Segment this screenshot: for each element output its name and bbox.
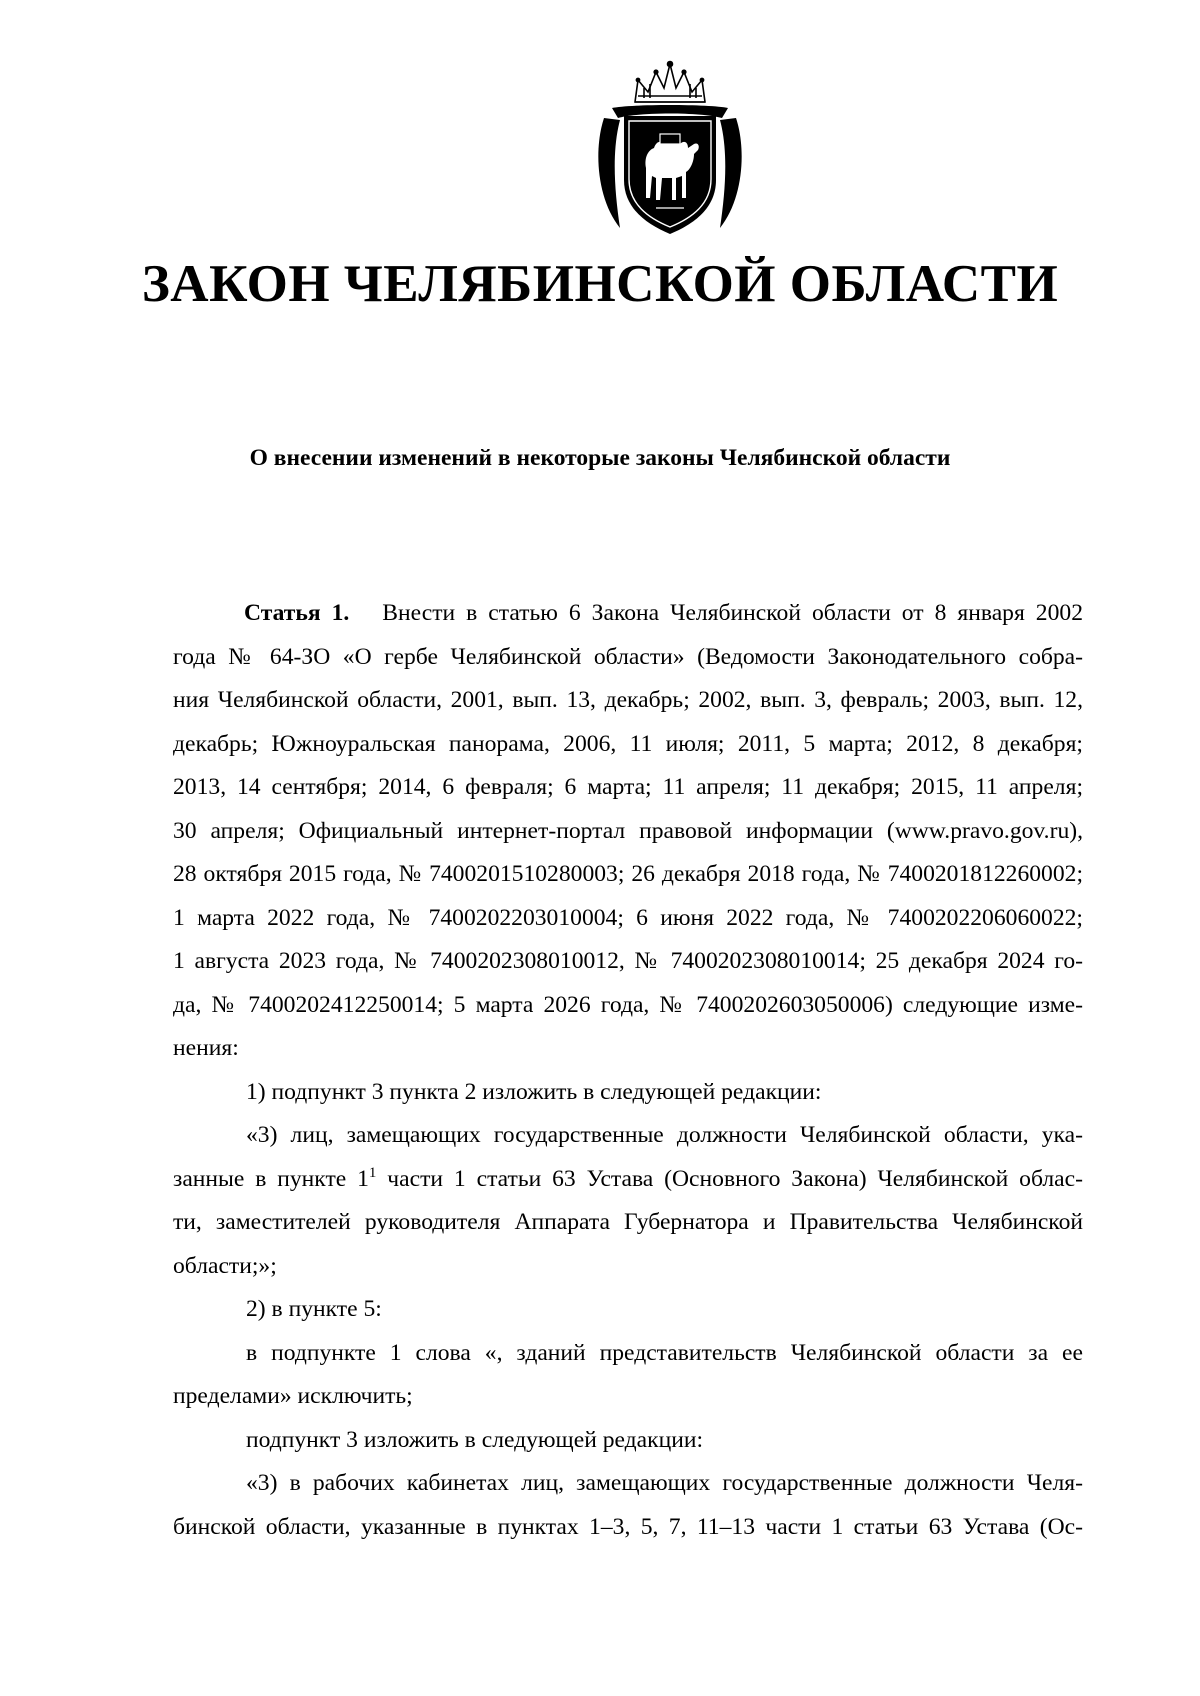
item-1-quote-line: ти, заместителей руководителя Аппарата Губернатора и Правительства Челябинской — [173, 1209, 1083, 1235]
article-first-line-text: Внести в статью 6 Закона Челябинской области от 8 января 2002 — [382, 600, 1083, 626]
item-1-heading: 1) подпункт 3 пункта 2 изложить в следующей редакции: — [246, 1078, 822, 1105]
text-line: декабрь; Южноуральская панорама, 2006, 11 июля; 2011, 5 марта; 2012, 8 декабря; — [173, 730, 1083, 757]
article-label: Статья 1. — [244, 600, 350, 626]
text-line: года № 64-ЗО «О гербе Челябинской области» (Ведомости Законодательного собра- — [173, 643, 1083, 670]
document-body — [173, 598, 1083, 1555]
text-line: ния Челябинской области, 2001, вып. 13, декабрь; 2002, вып. 3, февраль; 2003, вып. 12, — [173, 687, 1083, 713]
item-2-text-line: в подпункте 1 слова «, зданий представительств Челябинской области за ее — [246, 1339, 1083, 1366]
item-1-quote-line: области;»; — [173, 1252, 277, 1279]
item-1-quote-text: занные в пункте 1 — [173, 1165, 369, 1192]
item-1-quote-line — [173, 1164, 1083, 1208]
text-line: 1 марта 2022 года, № 7400202203010004; 6 июня 2022 года, № 7400202206060022; — [173, 904, 1083, 931]
law-title: ЗАКОН ЧЕЛЯБИНСКОЙ ОБЛАСТИ — [141, 255, 1059, 313]
chelyabinsk-oblast-coat-of-arms-icon — [590, 58, 750, 240]
text-line: 28 октября 2015 года, № 7400201510280003; 26 декабря 2018 года, № 7400201812260002; — [173, 861, 1083, 887]
text-line: 30 апреля; Официальный интернет-портал правовой информации (www.pravo.gov.ru), — [173, 817, 1083, 844]
text-line: 2013, 14 сентября; 2014, 6 февраля; 6 марта; 11 апреля; 11 декабря; 2015, 11 апреля; — [173, 774, 1083, 800]
item-1-quote-text: части 1 статьи 63 Устава (Основного Закона) Челябинской облас- — [376, 1165, 1083, 1192]
item-2-subheading: подпункт 3 изложить в следующей редакции: — [246, 1426, 704, 1453]
item-2-heading: 2) в пункте 5: — [246, 1296, 382, 1322]
superscript: 1 — [368, 1164, 377, 1181]
text-line: нения: — [173, 1035, 239, 1061]
item-2-text-line: «3) в рабочих кабинетах лиц, замещающих государственные должности Челя- — [246, 1470, 1083, 1496]
text-line: да, № 7400202412250014; 5 марта 2026 года, № 7400202603050006) следующие изме- — [173, 991, 1083, 1018]
item-1-quote-line: «3) лиц, замещающих государственные должности Челябинской области, ука- — [246, 1122, 1083, 1148]
article-first-line — [173, 598, 1083, 642]
text-line: 1 августа 2023 года, № 7400202308010012, № 7400202308010014; 25 декабря 2024 го- — [173, 948, 1083, 974]
item-2-text-line: бинской области, указанные в пунктах 1–3, 5, 7, 11–13 части 1 статьи 63 Устава (Ос- — [173, 1513, 1083, 1540]
law-subtitle: О внесении изменений в некоторые законы Челябинской области — [249, 445, 951, 471]
item-2-text-line: пределами» исключить; — [173, 1383, 413, 1409]
